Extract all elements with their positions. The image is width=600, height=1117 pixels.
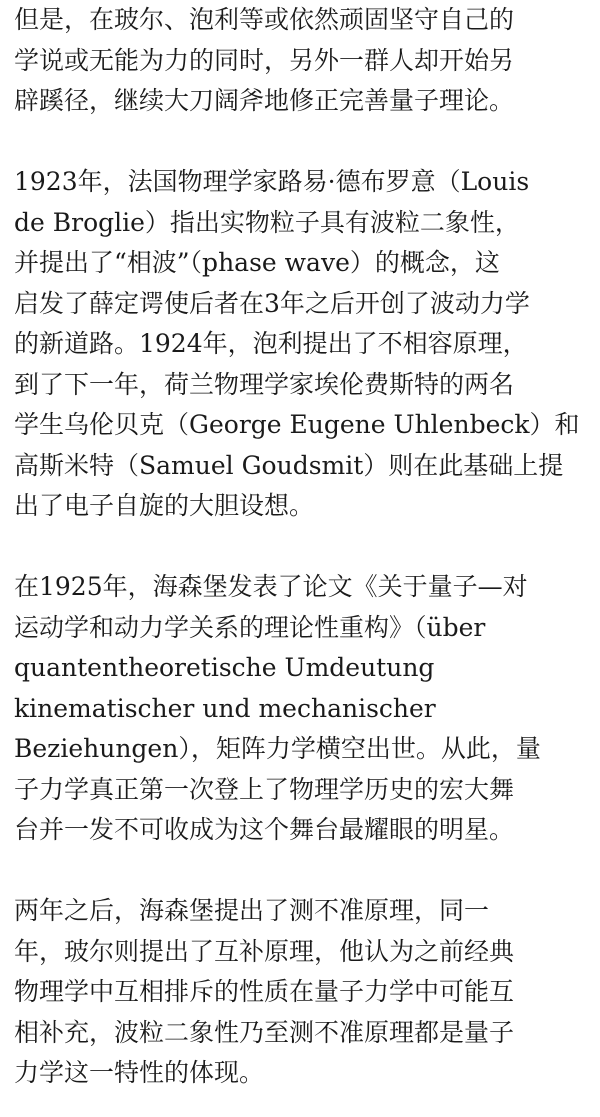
paragraph-spacer: [14, 527, 600, 568]
text-line: Beziehungen），矩阵力学横空出世。从此，量: [14, 734, 541, 763]
text-line: 相补充，波粒二象性乃至测不准原理都是量子: [14, 1017, 515, 1047]
text-line: 的新道路。1924年，泡利提出了不相容原理，: [14, 329, 528, 358]
paragraph-spacer: [14, 851, 600, 892]
text-line: 到了下一年，荷兰物理学家埃伦费斯特的两名: [14, 369, 515, 399]
paragraph-4: [14, 891, 600, 1094]
text-line: kinematischer und mechanischer: [14, 693, 436, 723]
text-line: 学说或无能为力的同时，另外一群人却开始另: [14, 45, 515, 75]
paragraph-3: [14, 567, 600, 851]
text-line: 子力学真正第一次登上了物理学历史的宏大舞: [14, 774, 515, 804]
text-line: 物理学中互相排斥的性质在量子力学中可能互: [14, 977, 515, 1006]
paragraph-spacer: [14, 122, 600, 163]
paragraph-2: [14, 162, 600, 527]
text-line: 运动学和动力学关系的理论性重构》（über: [14, 612, 486, 642]
text-line: quantentheoretische Umdeutung: [14, 653, 435, 682]
text-line: de Broglie）指出实物粒子具有波粒二象性，: [14, 207, 520, 237]
text-line: 力学这一特性的体现。: [14, 1058, 265, 1087]
text-line: 出了电子自旋的大胆设想。: [14, 491, 315, 520]
text-line: 1923年，法国物理学家路易·德布罗意（Louis: [14, 167, 530, 196]
text-line: 台并一发不可收成为这个舞台最耀眼的明星。: [14, 815, 515, 844]
text-line: 年，玻尔则提出了互补原理，他认为之前经典: [14, 936, 515, 966]
text-line: 并提出了“相波”（phase wave）的概念，这: [14, 248, 500, 277]
text-line: 学生乌伦贝克（George Eugene Uhlenbeck）和: [14, 410, 580, 439]
text-line: 启发了薛定谔使后者在3年之后开创了波动力学: [14, 288, 530, 318]
text-line: 高斯米特（Samuel Goudsmit）则在此基础上提: [14, 450, 564, 480]
text-line: 但是，在玻尔、泡利等或依然顽固坚守自己的: [14, 5, 515, 34]
text-line: 在1925年，海森堡发表了论文《关于量子—对: [14, 572, 528, 601]
paragraph-1: [14, 0, 600, 122]
text-line: 辟蹊径，继续大刀阔斧地修正完善量子理论。: [14, 86, 515, 115]
text-line: 两年之后，海森堡提出了测不准原理，同一: [14, 896, 490, 925]
